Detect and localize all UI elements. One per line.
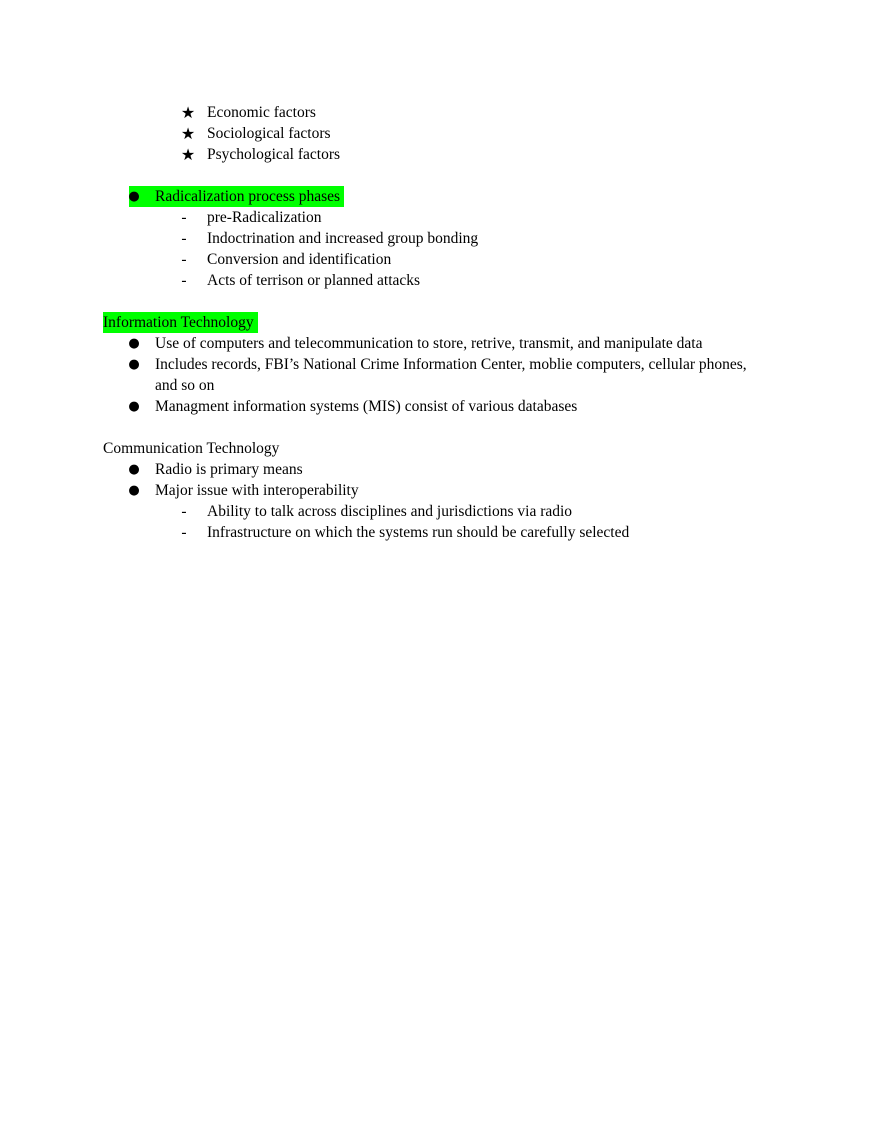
bullet-icon: ● — [128, 189, 140, 204]
radicalization-heading-text: Radicalization process phases — [155, 188, 341, 205]
dash-icon: - — [181, 524, 187, 541]
section-heading-text: Information Technology — [103, 314, 254, 331]
list-item-text: Includes records, FBI’s National Crime Information Center, moblie computers, cellular phones, — [155, 356, 747, 373]
dash-icon: - — [181, 251, 187, 268]
bullet-icon: ● — [128, 483, 140, 498]
list-item-text: Use of computers and telecommunication to store, retrive, transmit, and manipulate data — [155, 335, 703, 352]
dash-icon: - — [181, 230, 187, 247]
list-item-text: Acts of terrison or planned attacks — [207, 272, 421, 289]
list-item-text: Infrastructure on which the systems run should be carefully selected — [207, 524, 630, 541]
section-heading-text: Communication Technology — [103, 440, 280, 457]
dash-icon: - — [181, 503, 187, 520]
list-item-text: and so on — [155, 377, 215, 394]
list-item-text: Ability to talk across disciplines and jurisdictions via radio — [207, 503, 573, 520]
list-item-text: Managment information systems (MIS) consist of various databases — [155, 398, 578, 415]
dash-icon: - — [181, 209, 187, 226]
list-item-text: Major issue with interoperability — [155, 482, 359, 499]
radicalization-heading — [129, 186, 344, 207]
list-item-text: Psychological factors — [207, 146, 341, 163]
list-item-text: pre-Radicalization — [207, 209, 322, 226]
star-icon: ★ — [180, 103, 196, 122]
section-heading — [103, 312, 258, 333]
list-item-text: Indoctrination and increased group bonding — [207, 230, 479, 247]
bullet-icon: ● — [128, 336, 140, 351]
bullet-icon: ● — [128, 357, 140, 372]
list-item-text: Radio is primary means — [155, 461, 303, 478]
star-icon: ★ — [180, 124, 196, 143]
dash-icon: - — [181, 272, 187, 289]
bullet-icon: ● — [128, 399, 140, 414]
star-icon: ★ — [180, 145, 196, 164]
list-item-text: Economic factors — [207, 104, 316, 121]
bullet-icon: ● — [128, 462, 140, 477]
list-item-text: Conversion and identification — [207, 251, 392, 268]
list-item-text: Sociological factors — [207, 125, 331, 142]
